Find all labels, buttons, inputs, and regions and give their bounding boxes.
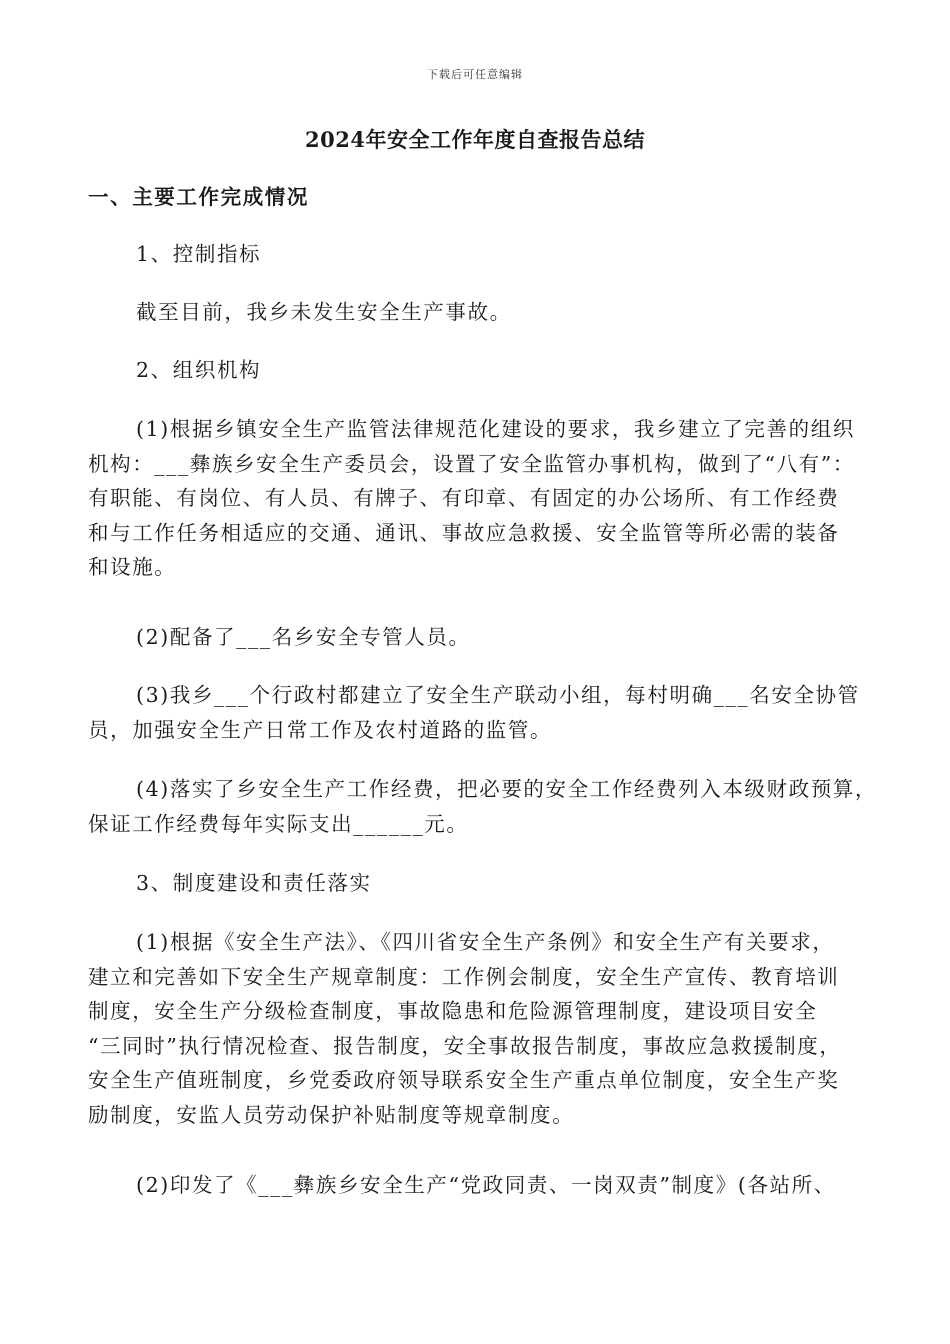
subheading-text: 2、组织机构	[136, 358, 262, 382]
paragraph-line: (3)我乡___个行政村都建立了安全生产联动小组，每村明确___名安全协管	[136, 683, 860, 707]
subheading-system-building	[88, 866, 926, 901]
paragraph-line: (4)落实了乡安全生产工作经费，把必要的安全工作经费列入本级财政预算，	[136, 777, 878, 801]
paragraph-text: 截至目前，我乡未发生安全生产事故。	[136, 300, 512, 324]
paragraph-text: (2)印发了《___彝族乡安全生产“党政同责、一岗双责”制度》(各站所、	[136, 1173, 836, 1197]
paragraph-line: 励制度，安监人员劳动保护补贴制度等规章制度。	[88, 1102, 575, 1127]
paragraph-line: “三同时”执行情况检查、报告制度，安全事故报告制度，事故应急救援制度，	[88, 1033, 842, 1058]
section-heading-main-work	[88, 180, 878, 215]
paragraph-responsibility-system	[88, 1168, 926, 1203]
paragraph-staff	[88, 620, 926, 655]
subheading-organization	[88, 353, 926, 388]
paragraph-text: (2)配备了___名乡安全专管人员。	[136, 625, 471, 649]
header-note: 下载后可任意编辑	[427, 68, 523, 81]
paragraph-village-groups	[88, 678, 878, 747]
paragraph-line: 和与工作任务相适应的交通、通讯、事故应急救援、安全监管等所必需的装备	[88, 520, 840, 545]
paragraph-organization-detail	[88, 412, 878, 585]
paragraph-line: (1)根据《安全生产法》、《四川省安全生产条例》和安全生产有关要求，	[136, 930, 835, 954]
paragraph-line: 机构：___彝族乡安全生产委员会，设置了安全监管办事机构，做到了“八有”：	[88, 451, 855, 476]
paragraph-line: 保证工作经费每年实际支出______元。	[88, 811, 469, 836]
paragraph-no-accidents	[88, 295, 926, 330]
paragraph-line: (1)根据乡镇安全生产监管法律规范化建设的要求，我乡建立了完善的组织	[136, 417, 855, 441]
paragraph-line: 员，加强安全生产日常工作及农村道路的监管。	[88, 717, 553, 742]
subheading-control-indicators	[88, 237, 926, 272]
subheading-text: 3、制度建设和责任落实	[136, 871, 372, 895]
paragraph-line: 安全生产值班制度，乡党委政府领导联系安全生产重点单位制度，安全生产奖	[88, 1068, 840, 1092]
paragraph-regulations	[88, 925, 878, 1132]
heading-text: 一、主要工作完成情况	[88, 185, 309, 209]
paragraph-line: 和设施。	[88, 555, 177, 579]
paragraph-line: 制度，安全生产分级检查制度，事故隐患和危险源管理制度，建设项目安全	[88, 999, 818, 1023]
document-title: 2024年安全工作年度自查报告总结	[305, 127, 645, 152]
paragraph-funding	[88, 772, 878, 841]
subheading-text: 1、控制指标	[136, 242, 262, 266]
paragraph-line: 有职能、有岗位、有人员、有牌子、有印章、有固定的办公场所、有工作经费	[88, 486, 840, 510]
paragraph-line: 建立和完善如下安全生产规章制度：工作例会制度，安全生产宣传、教育培训	[88, 964, 840, 989]
